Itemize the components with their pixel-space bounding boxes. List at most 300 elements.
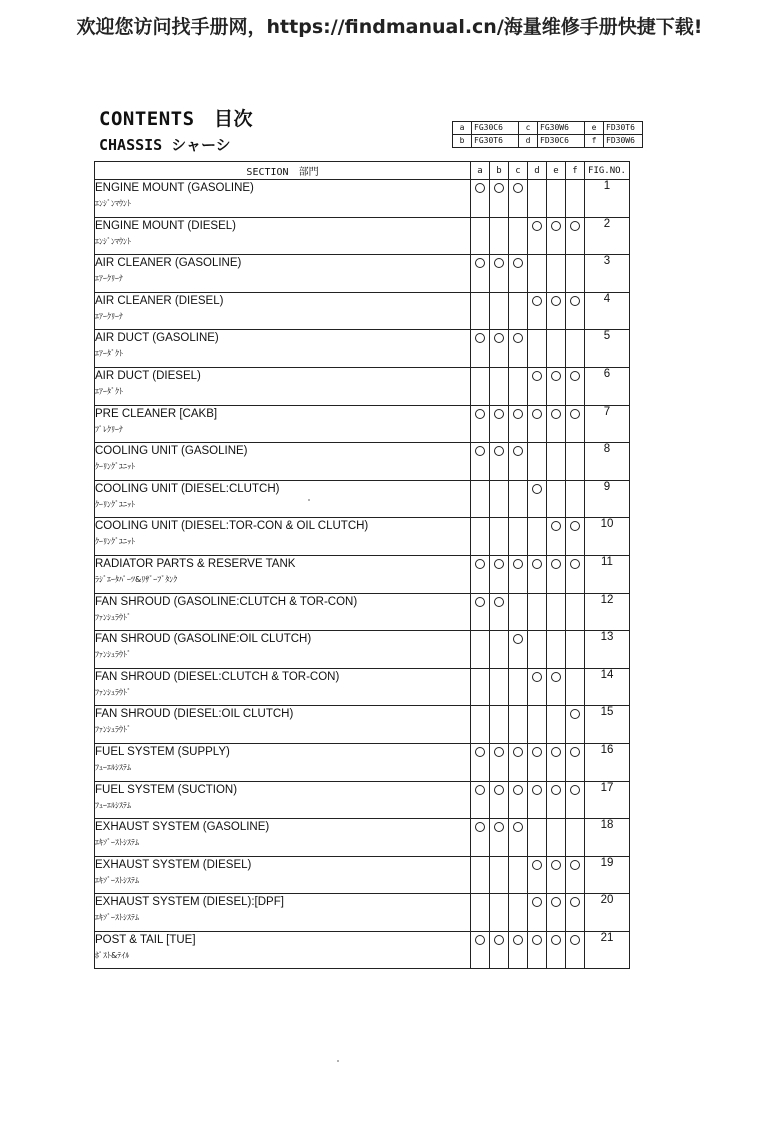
applicable-circle-icon [494, 597, 504, 607]
table-row [95, 781, 630, 819]
table-row [95, 217, 630, 255]
fig-number: 5 [585, 330, 630, 368]
applicable-circle-icon [570, 559, 580, 569]
fig-number: 8 [585, 443, 630, 481]
applicable-circle-icon [494, 747, 504, 757]
applicable-circle-icon [570, 371, 580, 381]
section-name: RADIATOR PARTS & RESERVE TANK [95, 557, 296, 570]
model-cell [471, 330, 490, 368]
applicable-circle-icon [551, 521, 561, 531]
model-cell [566, 292, 585, 330]
model-cell [566, 706, 585, 744]
applicable-circle-icon [494, 446, 504, 456]
section-cell [95, 480, 471, 518]
fig-number: 10 [585, 518, 630, 556]
applicable-circle-icon [513, 559, 523, 569]
section-name: FUEL SYSTEM (SUPPLY) [95, 745, 230, 758]
section-name: EXHAUST SYSTEM (DIESEL) [95, 858, 252, 871]
model-cell [490, 292, 509, 330]
section-name-jp: ﾌｭｰｴﾙｼｽﾃﾑ [95, 800, 131, 810]
model-cell [490, 781, 509, 819]
header-section: SECTION 部門 [95, 162, 471, 180]
model-cell [528, 405, 547, 443]
section-name: FUEL SYSTEM (SUCTION) [95, 783, 238, 796]
model-cell [528, 217, 547, 255]
section-name: AIR DUCT (GASOLINE) [95, 332, 219, 345]
applicable-circle-icon [570, 935, 580, 945]
applicable-circle-icon [475, 333, 485, 343]
model-cell [471, 856, 490, 894]
model-cell [471, 217, 490, 255]
fig-number: 1 [585, 180, 630, 218]
applicable-circle-icon [513, 747, 523, 757]
applicable-circle-icon [494, 935, 504, 945]
applicable-circle-icon [513, 183, 523, 193]
applicable-circle-icon [551, 409, 561, 419]
section-name: FAN SHROUD (DIESEL:OIL CLUTCH) [95, 708, 294, 721]
applicable-circle-icon [551, 296, 561, 306]
model-cell [509, 180, 528, 218]
section-cell [95, 631, 471, 669]
model-cell [490, 443, 509, 481]
applicable-circle-icon [570, 709, 580, 719]
applicable-circle-icon [513, 822, 523, 832]
model-cell [566, 255, 585, 293]
fig-number: 18 [585, 819, 630, 857]
model-cell [509, 668, 528, 706]
chassis-subtitle: CHASSIS シャーシ [99, 136, 231, 154]
fig-number: 6 [585, 367, 630, 405]
model-cell [528, 255, 547, 293]
section-cell [95, 405, 471, 443]
section-name: AIR CLEANER (DIESEL) [95, 294, 224, 307]
model-cell [490, 631, 509, 669]
fig-number: 12 [585, 593, 630, 631]
section-cell [95, 781, 471, 819]
model-cell [528, 180, 547, 218]
model-cell [566, 367, 585, 405]
model-cell [528, 668, 547, 706]
model-cell [509, 330, 528, 368]
section-cell [95, 593, 471, 631]
model-cell [547, 405, 566, 443]
model-cell [547, 367, 566, 405]
model-cell [547, 894, 566, 932]
model-cell [566, 781, 585, 819]
legend-key: d [519, 135, 538, 148]
model-cell [547, 631, 566, 669]
model-cell [566, 405, 585, 443]
section-name: EXHAUST SYSTEM (DIESEL):[DPF] [95, 896, 284, 909]
download-banner: 欢迎您访问找手册网，https://findmanual.cn/海量维修手册快捷下载! [76, 16, 703, 38]
applicable-circle-icon [494, 333, 504, 343]
fig-number: 11 [585, 555, 630, 593]
applicable-circle-icon [532, 484, 542, 494]
applicable-circle-icon [532, 559, 542, 569]
model-cell [509, 405, 528, 443]
applicable-circle-icon [475, 597, 485, 607]
model-cell [509, 480, 528, 518]
model-cell [509, 593, 528, 631]
fig-number: 14 [585, 668, 630, 706]
model-cell [528, 367, 547, 405]
model-cell [509, 217, 528, 255]
section-cell [95, 330, 471, 368]
section-name-jp: ﾎﾟｽﾄ&ﾃｲﾙ [95, 950, 130, 960]
applicable-circle-icon [570, 785, 580, 795]
applicable-circle-icon [570, 897, 580, 907]
fig-number: 2 [585, 217, 630, 255]
applicable-circle-icon [532, 409, 542, 419]
model-cell [547, 180, 566, 218]
applicable-circle-icon [475, 935, 485, 945]
table-row [95, 405, 630, 443]
model-cell [471, 367, 490, 405]
model-cell [471, 405, 490, 443]
model-cell [471, 180, 490, 218]
table-row [95, 743, 630, 781]
section-name-jp: ｴｷｿﾞｰｽﾄｼｽﾃﾑ [95, 875, 139, 885]
section-name-jp: ｴｱｰﾀﾞｸﾄ [95, 349, 123, 359]
model-cell [490, 180, 509, 218]
model-cell [490, 668, 509, 706]
legend-model: FG30T6 [472, 135, 519, 148]
model-cell [528, 518, 547, 556]
table-row [95, 255, 630, 293]
applicable-circle-icon [532, 860, 542, 870]
model-cell [528, 781, 547, 819]
model-cell [547, 330, 566, 368]
model-cell [471, 819, 490, 857]
fig-number: 7 [585, 405, 630, 443]
table-row [95, 931, 630, 969]
section-name: POST & TAIL [TUE] [95, 933, 196, 946]
section-name-jp: ﾌｭｰｴﾙｼｽﾃﾑ [95, 762, 131, 772]
model-cell [566, 480, 585, 518]
fig-number: 4 [585, 292, 630, 330]
applicable-circle-icon [513, 634, 523, 644]
model-cell [509, 367, 528, 405]
model-cell [509, 781, 528, 819]
model-cell [528, 443, 547, 481]
table-row [95, 819, 630, 857]
applicable-circle-icon [475, 822, 485, 832]
header-f: f [566, 162, 585, 180]
model-cell [566, 819, 585, 857]
applicable-circle-icon [494, 822, 504, 832]
model-cell [471, 894, 490, 932]
model-cell [528, 743, 547, 781]
table-header [95, 162, 630, 180]
model-cell [490, 743, 509, 781]
model-cell [566, 856, 585, 894]
table-row [95, 518, 630, 556]
applicable-circle-icon [532, 935, 542, 945]
model-cell [547, 217, 566, 255]
applicable-circle-icon [532, 371, 542, 381]
fig-number: 9 [585, 480, 630, 518]
model-cell [547, 706, 566, 744]
model-cell [490, 819, 509, 857]
model-cell [490, 367, 509, 405]
applicable-circle-icon [494, 258, 504, 268]
section-name: COOLING UNIT (DIESEL:TOR-CON & OIL CLUTCH) [95, 520, 369, 533]
legend-key: e [585, 122, 604, 135]
model-cell [509, 894, 528, 932]
model-cell [471, 668, 490, 706]
model-cell [509, 931, 528, 969]
model-cell [566, 631, 585, 669]
legend-key: a [453, 122, 472, 135]
section-name-jp: ｴﾝｼﾞﾝﾏｳﾝﾄ [95, 236, 131, 246]
model-cell [528, 631, 547, 669]
model-cell [471, 931, 490, 969]
section-name: FAN SHROUD (GASOLINE:CLUTCH & TOR-CON) [95, 595, 358, 608]
section-cell [95, 367, 471, 405]
table-row [95, 555, 630, 593]
section-name-jp: ｴｱｰｸﾘｰﾅ [95, 311, 123, 321]
model-cell [528, 931, 547, 969]
fig-number: 20 [585, 894, 630, 932]
section-cell [95, 292, 471, 330]
applicable-circle-icon [532, 296, 542, 306]
section-name-jp: ﾌｧﾝｼｭﾗｳﾄﾞ [95, 650, 131, 660]
model-cell [490, 931, 509, 969]
contents-table [94, 161, 630, 969]
section-name-jp: ｴｱｰｸﾘｰﾅ [95, 274, 123, 284]
model-cell [566, 931, 585, 969]
applicable-circle-icon [551, 785, 561, 795]
model-cell [547, 743, 566, 781]
model-cell [566, 593, 585, 631]
applicable-circle-icon [570, 521, 580, 531]
section-name-jp: ﾗｼﾞｴｰﾀﾊﾟｰﾂ&ﾘｻﾞｰﾌﾞﾀﾝｸ [95, 574, 178, 584]
applicable-circle-icon [551, 672, 561, 682]
section-name: EXHAUST SYSTEM (GASOLINE) [95, 821, 270, 834]
scan-speck [337, 1060, 339, 1062]
applicable-circle-icon [551, 897, 561, 907]
applicable-circle-icon [494, 409, 504, 419]
model-cell [566, 443, 585, 481]
table-row [95, 856, 630, 894]
model-cell [490, 518, 509, 556]
model-cell [471, 518, 490, 556]
applicable-circle-icon [532, 747, 542, 757]
section-cell [95, 819, 471, 857]
model-cell [471, 292, 490, 330]
model-cell [490, 405, 509, 443]
model-cell [471, 593, 490, 631]
model-cell [509, 706, 528, 744]
section-name: ENGINE MOUNT (DIESEL) [95, 219, 236, 232]
section-name: PRE CLEANER [CAKB] [95, 407, 218, 420]
section-name: FAN SHROUD (GASOLINE:OIL CLUTCH) [95, 633, 312, 646]
model-cell [547, 443, 566, 481]
model-cell [566, 518, 585, 556]
applicable-circle-icon [494, 785, 504, 795]
legend-key: f [585, 135, 604, 148]
legend-model: FG30W6 [538, 122, 585, 135]
section-name: FAN SHROUD (DIESEL:CLUTCH & TOR-CON) [95, 670, 340, 683]
model-cell [490, 706, 509, 744]
section-name-jp: ﾌｧﾝｼｭﾗｳﾄﾞ [95, 612, 131, 622]
model-cell [509, 292, 528, 330]
model-cell [528, 894, 547, 932]
applicable-circle-icon [570, 409, 580, 419]
model-cell [547, 480, 566, 518]
model-cell [566, 894, 585, 932]
legend-row [453, 122, 643, 135]
table-row [95, 367, 630, 405]
applicable-circle-icon [475, 258, 485, 268]
legend-key: b [453, 135, 472, 148]
table-row [95, 443, 630, 481]
model-cell [490, 330, 509, 368]
model-cell [490, 856, 509, 894]
model-cell [509, 819, 528, 857]
model-cell [528, 555, 547, 593]
applicable-circle-icon [532, 221, 542, 231]
section-name-jp: ｸｰﾘﾝｸﾞﾕﾆｯﾄ [95, 462, 135, 472]
model-cell [490, 555, 509, 593]
model-cell [547, 555, 566, 593]
model-cell [490, 894, 509, 932]
model-cell [471, 743, 490, 781]
model-cell [547, 856, 566, 894]
section-name: AIR DUCT (DIESEL) [95, 369, 201, 382]
header-b: b [490, 162, 509, 180]
applicable-circle-icon [551, 371, 561, 381]
section-cell [95, 255, 471, 293]
section-cell [95, 668, 471, 706]
applicable-circle-icon [551, 935, 561, 945]
model-cell [566, 668, 585, 706]
table-row [95, 292, 630, 330]
applicable-circle-icon [494, 559, 504, 569]
model-cell [547, 931, 566, 969]
contents-title: CONTENTS 目次 [99, 108, 254, 130]
model-cell [509, 631, 528, 669]
section-cell [95, 706, 471, 744]
applicable-circle-icon [570, 221, 580, 231]
model-cell [471, 781, 490, 819]
model-cell [528, 706, 547, 744]
model-cell [547, 255, 566, 293]
table-row [95, 330, 630, 368]
header-e: e [547, 162, 566, 180]
applicable-circle-icon [513, 785, 523, 795]
model-cell [566, 217, 585, 255]
model-cell [509, 443, 528, 481]
fig-number: 17 [585, 781, 630, 819]
model-cell [528, 856, 547, 894]
fig-number: 21 [585, 931, 630, 969]
section-cell [95, 555, 471, 593]
table-row [95, 180, 630, 218]
section-cell [95, 856, 471, 894]
model-cell [509, 856, 528, 894]
model-cell [471, 555, 490, 593]
header-d: d [528, 162, 547, 180]
legend-model: FD30T6 [604, 122, 643, 135]
model-cell [547, 819, 566, 857]
model-cell [528, 480, 547, 518]
section-name-jp: ｴｷｿﾞｰｽﾄｼｽﾃﾑ [95, 913, 139, 923]
model-cell [528, 819, 547, 857]
model-cell [509, 255, 528, 293]
applicable-circle-icon [475, 785, 485, 795]
applicable-circle-icon [570, 747, 580, 757]
header-a: a [471, 162, 490, 180]
section-name: COOLING UNIT (DIESEL:CLUTCH) [95, 482, 280, 495]
model-cell [547, 668, 566, 706]
table-row [95, 480, 630, 518]
applicable-circle-icon [532, 897, 542, 907]
applicable-circle-icon [475, 409, 485, 419]
legend-model: FD30W6 [604, 135, 643, 148]
section-cell [95, 931, 471, 969]
section-cell [95, 180, 471, 218]
section-name-jp: ﾌﾟﾚｸﾘｰﾅ [95, 424, 123, 434]
section-name-jp: ﾌｧﾝｼｭﾗｳﾄﾞ [95, 687, 131, 697]
applicable-circle-icon [513, 446, 523, 456]
applicable-circle-icon [551, 747, 561, 757]
fig-number: 3 [585, 255, 630, 293]
section-name-jp: ﾌｧﾝｼｭﾗｳﾄﾞ [95, 725, 131, 735]
applicable-circle-icon [475, 446, 485, 456]
model-cell [509, 555, 528, 593]
scan-speck [308, 499, 310, 501]
applicable-circle-icon [570, 296, 580, 306]
model-cell [566, 743, 585, 781]
section-cell [95, 518, 471, 556]
applicable-circle-icon [513, 333, 523, 343]
fig-number: 16 [585, 743, 630, 781]
model-cell [528, 330, 547, 368]
table-row [95, 631, 630, 669]
applicable-circle-icon [494, 183, 504, 193]
model-cell [566, 555, 585, 593]
model-cell [490, 593, 509, 631]
model-legend [452, 121, 643, 148]
section-name-jp: ｴﾝｼﾞﾝﾏｳﾝﾄ [95, 199, 131, 208]
applicable-circle-icon [570, 860, 580, 870]
model-cell [547, 292, 566, 330]
header-fig-no: FIG.NO. [585, 162, 630, 180]
section-name-jp: ｸｰﾘﾝｸﾞﾕﾆｯﾄ [95, 537, 135, 547]
model-cell [509, 743, 528, 781]
model-cell [471, 706, 490, 744]
legend-model: FG30C6 [472, 122, 519, 135]
section-cell [95, 743, 471, 781]
section-cell [95, 217, 471, 255]
section-cell [95, 443, 471, 481]
section-name: COOLING UNIT (GASOLINE) [95, 445, 248, 458]
section-name-jp: ｴｷｿﾞｰｽﾄｼｽﾃﾑ [95, 838, 139, 848]
table-row [95, 668, 630, 706]
applicable-circle-icon [513, 935, 523, 945]
section-name-jp: ｴｱｰﾀﾞｸﾄ [95, 386, 123, 396]
applicable-circle-icon [551, 860, 561, 870]
applicable-circle-icon [532, 672, 542, 682]
model-cell [566, 330, 585, 368]
section-cell [95, 894, 471, 932]
model-cell [528, 292, 547, 330]
table-row [95, 593, 630, 631]
model-cell [528, 593, 547, 631]
applicable-circle-icon [551, 221, 561, 231]
model-cell [471, 480, 490, 518]
